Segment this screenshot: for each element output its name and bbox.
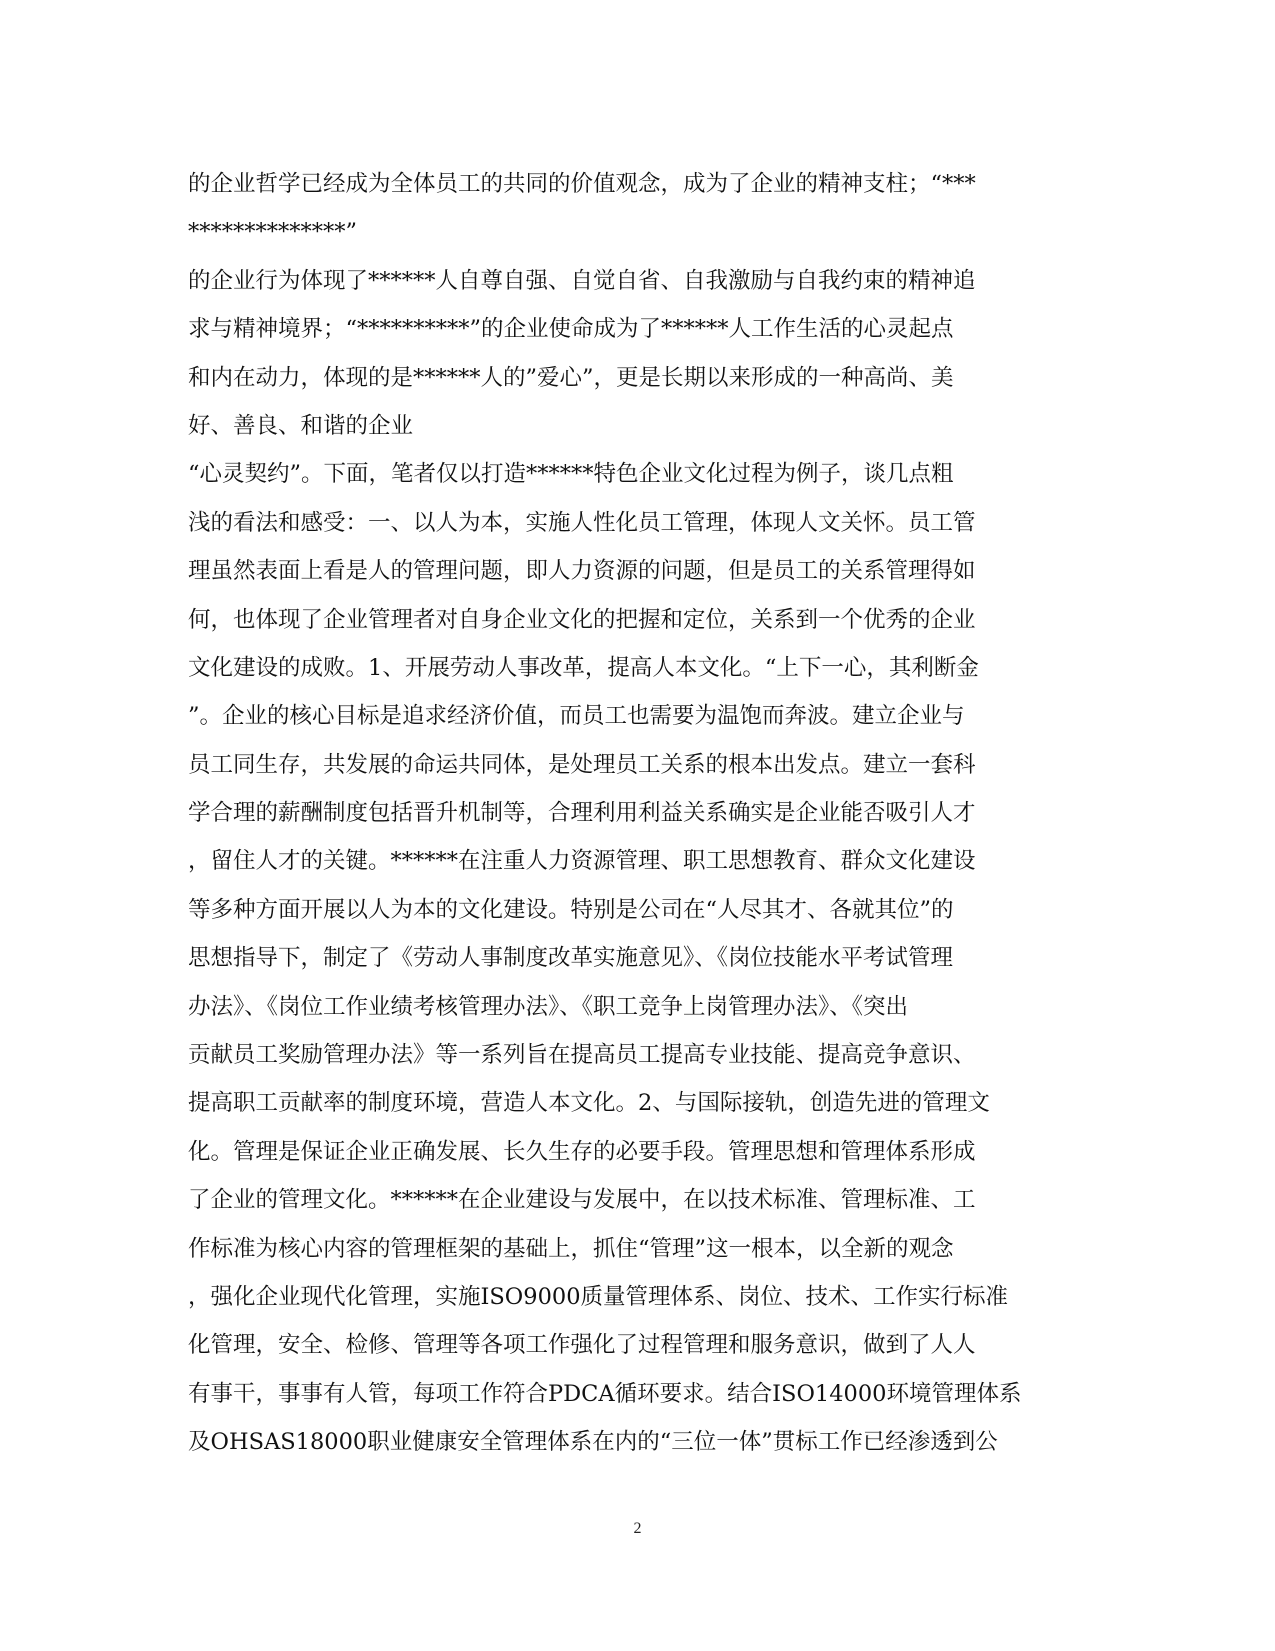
text-line: 好、善良、和谐的企业: [188, 412, 414, 439]
page-number: 2: [633, 1520, 642, 1537]
text-line: 何，也体现了企业管理者对自身企业文化的把握和定位，关系到一个优秀的企业: [188, 606, 976, 633]
text-line: 及OHSAS18000职业健康安全管理体系在内的“三位一体”贯标工作已经渗透到公: [188, 1429, 998, 1456]
text-line: ，强化企业现代化管理，实施ISO9000质量管理体系、岗位、技术、工作实行标准: [188, 1283, 1009, 1310]
text-line: 办法》、《岗位工作业绩考核管理办法》、《职工竞争上岗管理办法》、《突出: [188, 993, 909, 1020]
text-line: “心灵契约”。下面，笔者仅以打造******特色企业文化过程为例子，谈几点粗: [188, 461, 954, 488]
text-line: 化管理，安全、检修、管理等各项工作强化了过程管理和服务意识，做到了人人: [188, 1332, 976, 1359]
text-line: 贡献员工奖励管理办法》等一系列旨在提高员工提高专业技能、提高竞争意识、: [188, 1042, 976, 1069]
text-line: 和内在动力，体现的是******人的”爱心”，更是长期以来形成的一种高尚、美: [188, 364, 954, 391]
text-line: 求与精神境界；“**********”的企业使命成为了******人工作生活的心灵起点: [188, 316, 954, 343]
text-line: 了企业的管理文化。******在企业建设与发展中，在以技术标准、管理标准、工: [188, 1187, 976, 1214]
body-text: [188, 160, 1088, 1467]
text-line: ，留住人才的关键。******在注重人力资源管理、职工思想教育、群众文化建设: [188, 848, 976, 875]
text-line: 理虽然表面上看是人的管理问题，即人力资源的问题，但是员工的关系管理得如: [188, 558, 976, 585]
text-line: 浅的看法和感受：一、以人为本，实施人性化员工管理，体现人文关怀。员工管: [188, 509, 976, 536]
text-line: 作标准为核心内容的管理框架的基础上，抓住“管理”这一根本，以全新的观念: [188, 1235, 954, 1262]
text-line: 文化建设的成败。1、开展劳动人事改革，提高人本文化。“上下一心，其利断金: [188, 654, 979, 681]
text-line: **************”: [188, 219, 358, 246]
text-line: 的企业行为体现了******人自尊自强、自觉自省、自我激励与自我约束的精神追: [188, 267, 976, 294]
text-line: 提高职工贡献率的制度环境，营造人本文化。2、与国际接轨，创造先进的管理文: [188, 1090, 990, 1117]
text-line: ”。企业的核心目标是追求经济价值，而员工也需要为温饱而奔波。建立企业与: [188, 703, 965, 730]
text-line: 等多种方面开展以人为本的文化建设。特别是公司在“人尽其才、各就其位”的: [188, 896, 954, 923]
text-line: 员工同生存，共发展的命运共同体，是处理员工关系的根本出发点。建立一套科: [188, 751, 976, 778]
text-line: 有事干，事事有人管，每项工作符合PDCA循环要求。结合ISO14000环境管理体系: [188, 1380, 1022, 1407]
text-line: 思想指导下，制定了《劳动人事制度改革实施意见》、《岗位技能水平考试管理: [188, 945, 954, 972]
text-line: 化。管理是保证企业正确发展、长久生存的必要手段。管理思想和管理体系形成: [188, 1138, 976, 1165]
text-line: 的企业哲学已经成为全体员工的共同的价值观念，成为了企业的精神支柱；“***: [188, 171, 976, 197]
text-line: 学合理的薪酬制度包括晋升机制等，合理利用利益关系确实是企业能否吸引人才: [188, 800, 976, 827]
